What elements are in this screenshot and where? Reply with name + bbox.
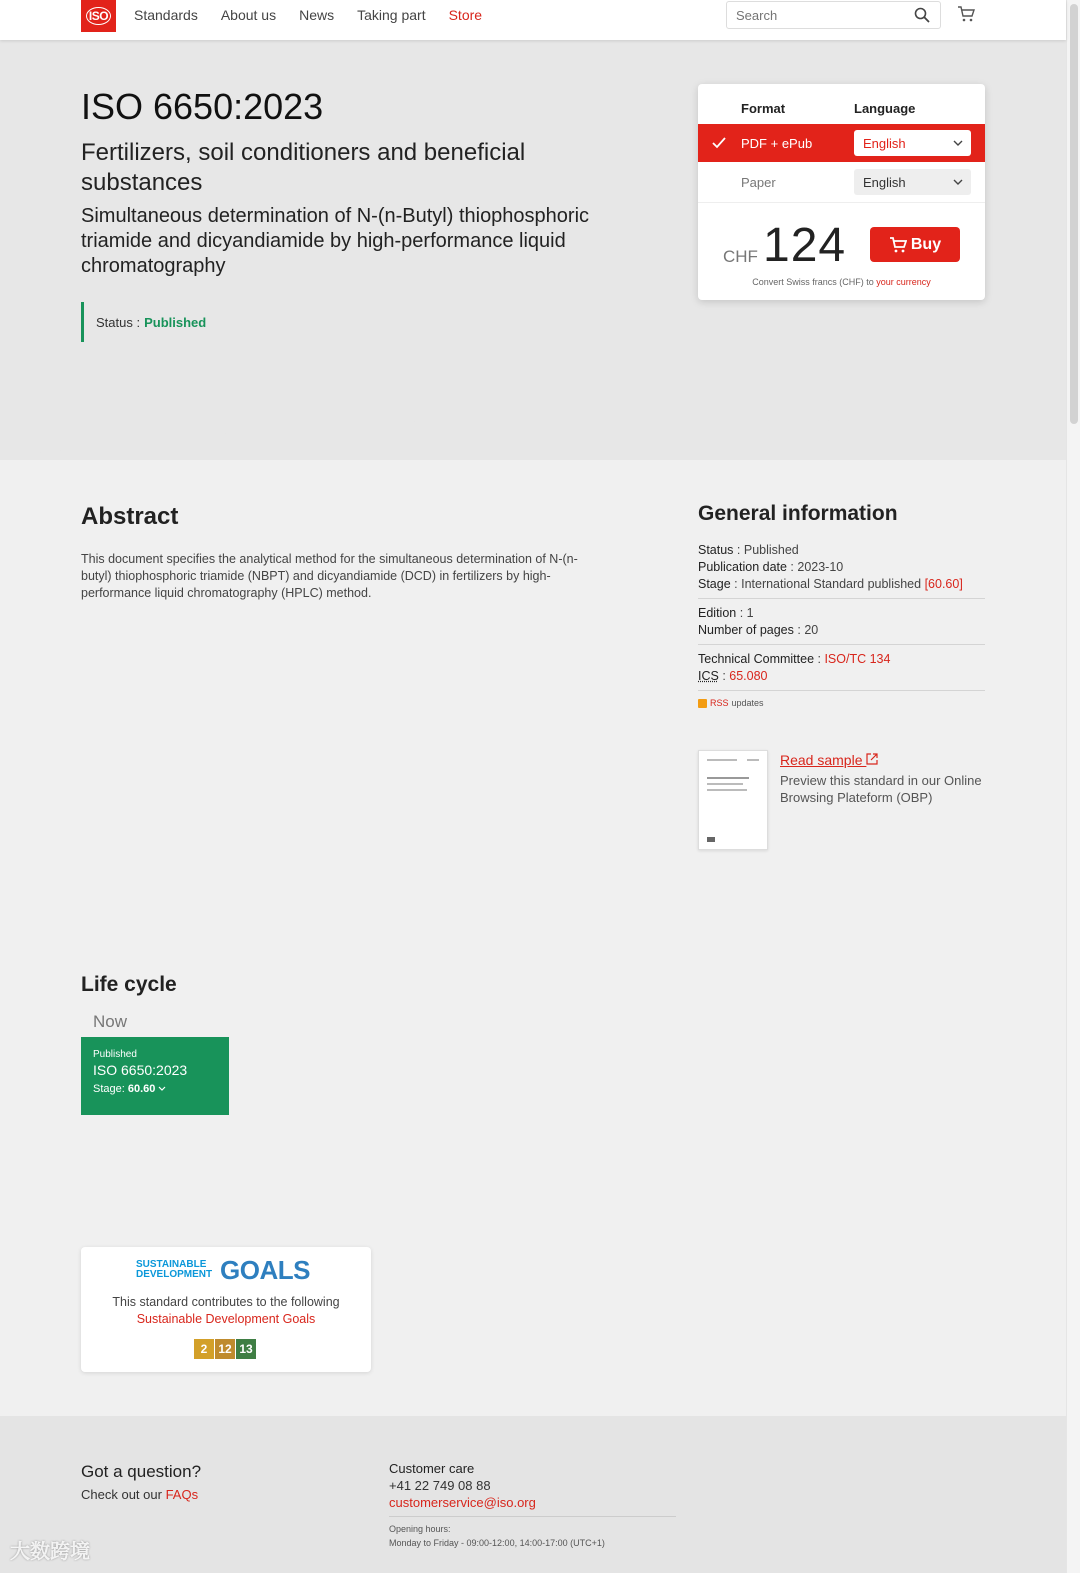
opening-hours: Monday to Friday - 09:00-12:00, 14:00-17:00 (UTC+1) — [389, 1538, 605, 1548]
buy-label: Buy — [910, 235, 942, 253]
sdg-badges — [194, 1339, 257, 1359]
nav-taking-part[interactable]: Taking part — [357, 7, 426, 23]
chevron-down-icon — [953, 178, 963, 186]
sdg-text — [81, 1294, 371, 1328]
convert-link[interactable]: your currency — [876, 277, 931, 287]
opening-hours-label: Opening hours: — [389, 1524, 451, 1534]
page-subtitle-secondary: Simultaneous determination of N-(n-Butyl) thiophosphoric triamide and dicyandiamide by high-performance liquid chromatography — [81, 205, 590, 277]
language-select[interactable] — [854, 130, 971, 156]
abstract-text: This document specifies the analytical method for the simultaneous determination of N-(n-butyl) thiophosphoric triamide (NBPT) and dicyandiamide (DCD) in fertilizers by high-performance liquid chromatography (HPLC) method. — [81, 552, 578, 600]
format-option-paper[interactable] — [698, 163, 985, 201]
scrollbar-thumb[interactable] — [1070, 4, 1078, 424]
currency-convert — [698, 277, 985, 287]
format-header: Format — [741, 101, 786, 116]
general-info-block-1: Status : Published Publication date : 2023-10 Stage : International Standard published [60.60] — [698, 543, 963, 591]
nav-standards[interactable]: Standards — [134, 7, 198, 23]
format-label: Paper — [741, 175, 776, 190]
gi-status-value: Published — [743, 543, 799, 557]
search-input[interactable] — [727, 2, 907, 28]
rss-text: updates — [731, 698, 764, 708]
language-select-value: English — [863, 136, 906, 151]
nav-store[interactable]: Store — [448, 7, 483, 23]
buy-button[interactable] — [870, 227, 960, 262]
lifecycle-stage-value: 60.60 — [127, 1083, 156, 1095]
format-option-pdf-epub[interactable] — [698, 124, 985, 162]
gi-stage-value: International Standard published — [741, 577, 922, 591]
rss-icon — [698, 699, 707, 708]
lifecycle-now: Now — [93, 1012, 128, 1031]
read-sample-link[interactable] — [780, 752, 878, 768]
sdg-logo-line-1: SUSTAINABLE — [136, 1259, 207, 1270]
gi-pubdate-label: Publication date — [698, 560, 787, 574]
general-info-block-3: Technical Committee : ISO/TC 134 ICS : 65.080 — [698, 652, 891, 683]
gi-edition-label: Edition — [698, 606, 737, 620]
purchase-card — [698, 84, 985, 300]
nav-news[interactable]: News — [299, 7, 335, 23]
price-amount: 124 — [763, 219, 847, 272]
divider — [698, 644, 985, 645]
gi-edition-value: 1 — [746, 606, 754, 620]
gi-ics-label: ICS — [698, 669, 719, 683]
lifecycle-title: Life cycle — [81, 973, 177, 996]
hero-wave — [0, 410, 1066, 470]
external-link-icon — [866, 753, 878, 765]
divider — [698, 690, 985, 691]
status-value: Published — [144, 314, 207, 330]
customer-care-email[interactable]: customerservice@iso.org — [389, 1495, 536, 1510]
abstract-title: Abstract — [81, 503, 179, 530]
gi-status-label: Status — [698, 543, 734, 557]
sdg-logo-line-2: DEVELOPMENT — [136, 1269, 213, 1280]
sample-thumbnail[interactable] — [698, 750, 768, 850]
nav-about-us[interactable]: About us — [220, 7, 277, 23]
iso-logo-text: ISO — [86, 7, 111, 25]
gi-stage-label: Stage — [698, 577, 731, 591]
lifecycle-stage-label: Stage: — [93, 1083, 125, 1095]
sdg-link[interactable]: Sustainable Development Goals — [136, 1312, 316, 1326]
main-nav — [134, 0, 505, 30]
status-badge — [81, 302, 206, 342]
cart-icon[interactable] — [957, 5, 975, 23]
divider — [698, 598, 985, 599]
chevron-down-icon — [158, 1086, 166, 1092]
sdg-badge-12[interactable]: 12 — [215, 1339, 235, 1359]
sdg-logo-goals: GOALS — [220, 1255, 310, 1285]
page-subtitle: Fertilizers, soil conditioners and beneficial substances — [81, 139, 526, 196]
page-scrollbar[interactable] — [1066, 0, 1080, 1573]
price-currency: CHF — [723, 247, 758, 266]
sdg-card — [81, 1247, 371, 1372]
footer-faq — [81, 1487, 198, 1502]
gi-pages-label: Number of pages — [698, 623, 794, 637]
footer-question: Got a question? — [81, 1462, 202, 1481]
footer-faq-text: Check out our — [81, 1487, 162, 1502]
check-icon — [712, 136, 726, 150]
lifecycle-standard: ISO 6650:2023 — [93, 1062, 188, 1078]
language-header: Language — [854, 101, 916, 116]
status-label: Status : — [96, 314, 141, 330]
site-header — [0, 0, 1066, 40]
search-icon[interactable] — [914, 7, 930, 23]
gi-ics-link[interactable]: 65.080 — [729, 669, 768, 683]
gi-pages-value: 20 — [804, 623, 819, 637]
cart-icon — [889, 237, 907, 253]
rss-link[interactable]: RSS — [710, 698, 729, 708]
general-info-block-2: Edition : 1 Number of pages : 20 — [698, 606, 819, 637]
rss-updates — [698, 698, 764, 708]
general-info-title: General information — [698, 502, 898, 525]
lifecycle-stage[interactable] — [93, 1083, 217, 1095]
format-label: PDF + ePub — [741, 136, 813, 151]
sdg-badge-13[interactable]: 13 — [236, 1339, 256, 1359]
gi-tc-label: Technical Committee — [698, 652, 815, 666]
gi-tc-link[interactable]: ISO/TC 134 — [824, 652, 891, 666]
watermark: 大数跨境 — [10, 1541, 90, 1563]
convert-text: Convert Swiss francs (CHF) to — [752, 277, 874, 287]
chevron-down-icon — [953, 139, 963, 147]
lifecycle-status: Published — [93, 1049, 137, 1060]
sdg-logo — [136, 1257, 316, 1285]
language-select[interactable] — [854, 169, 971, 195]
language-select-value: English — [863, 175, 906, 190]
lifecycle-card[interactable] — [81, 1037, 229, 1115]
search-box — [726, 1, 941, 29]
customer-care-phone[interactable]: +41 22 749 08 88 — [389, 1478, 491, 1493]
sdg-badge-2[interactable]: 2 — [194, 1339, 214, 1359]
read-sample-description: Preview this standard in our Online Browsing Plateform (OBP) — [780, 773, 982, 805]
faq-link[interactable]: FAQs — [165, 1487, 199, 1502]
read-sample-label: Read sample — [780, 752, 863, 768]
sdg-text-line: This standard contributes to the following — [112, 1295, 340, 1309]
customer-care-title: Customer care — [389, 1461, 475, 1476]
iso-logo[interactable] — [81, 0, 116, 32]
divider — [698, 202, 985, 203]
divider — [389, 1516, 676, 1517]
page-title: ISO 6650:2023 — [81, 86, 324, 127]
gi-pubdate-value: 2023-10 — [797, 560, 844, 574]
gi-stage-code-link[interactable]: [60.60] — [924, 577, 963, 591]
